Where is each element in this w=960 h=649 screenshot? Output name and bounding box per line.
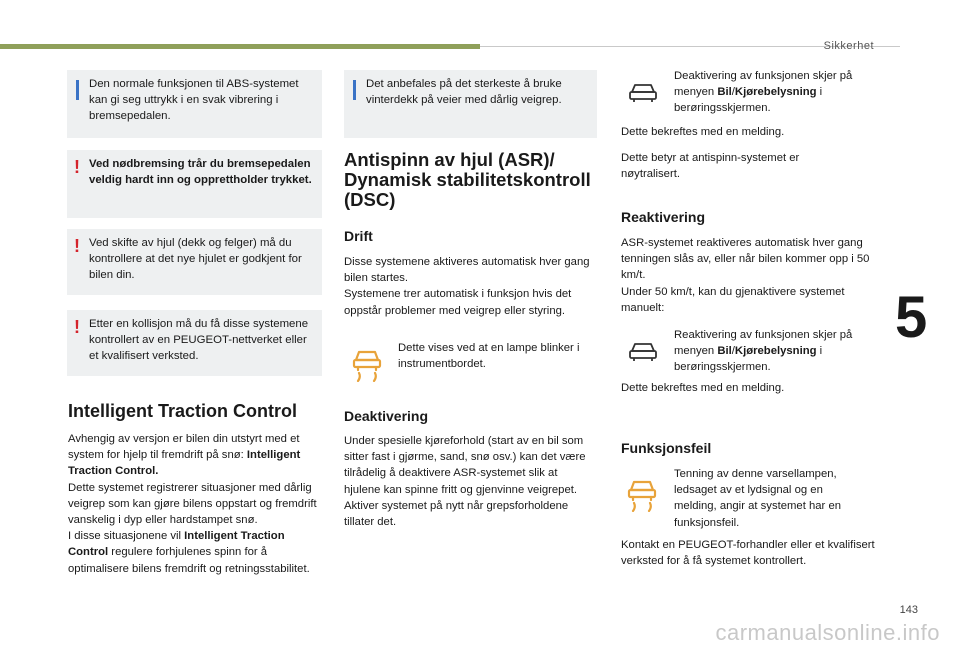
info-box-abs: [67, 70, 322, 138]
reaktivering-heading: Reaktivering: [621, 209, 706, 225]
menu-text: i berøringsskjermen.: [674, 345, 823, 374]
drift-heading: Drift: [344, 228, 373, 244]
itc-text: regulere forhjulenes spinn for å optimalisere bilens fremdrift og retningsstabilitet.: [68, 546, 310, 575]
menu-text: Deaktivering av funksjonen skjer på menyen: [674, 70, 853, 99]
itc-heading: Intelligent Traction Control: [68, 401, 297, 421]
menu-text: Reaktivering av funksjonen skjer på menyen: [674, 329, 853, 358]
deaktivering-paragraph: [344, 433, 596, 530]
info-icon: [76, 80, 79, 100]
asr-heading: Antispinn av hjul (ASR)/ Dynamisk stabilitetskontroll (DSC): [344, 149, 591, 210]
traction-warning-lamp-icon: [625, 476, 659, 512]
info-icon: [353, 80, 356, 100]
deaktivering-text: Aktiver systemet på nytt når grepsforholdene tillater det.: [344, 499, 569, 529]
menu-kjorebelysning: Kjørebelysning: [734, 86, 817, 99]
menu-text: i berøringsskjermen.: [674, 86, 823, 115]
menu-bil: Bil: [717, 345, 732, 358]
menu-separator: /: [731, 345, 735, 358]
itc-paragraph: [68, 431, 326, 577]
confirm-message-2: Dette bekreftes med en melding.: [621, 382, 785, 394]
fault-description: Tenning av denne varsellampen, ledsaget av et lydsignal og en melding, angir at systemet har en funksjonsfeil.: [674, 468, 842, 529]
menu-bil: Bil: [717, 86, 732, 99]
itc-text: Dette systemet registrerer situasjoner med dårlig veigrep som kan gjøre bilens oppstart og fremdrift vanskelig i dyp eller hardstampet snø.: [68, 481, 317, 527]
itc-strong: Intelligent Traction Control.: [68, 449, 301, 478]
reaktivering-text: ASR-systemet reaktiveres automatisk hver gang tenningen slås av, eller når bilen kommer opp i 50 km/t.: [621, 237, 870, 282]
chapter-number: 5: [895, 285, 928, 350]
lamp-description: Dette vises ved at en lampe blinker i instrumentbordet.: [398, 342, 580, 371]
drift-paragraph: [344, 254, 594, 319]
warning-box-collision: [67, 310, 322, 376]
info-text: Det anbefales på det sterkeste å bruke vinterdekk på veier med dårlig veigrep.: [366, 78, 562, 106]
fault-contact: Kontakt en PEUGEOT-forhandler eller et kvalifisert verksted for å få systemet kontrollert.: [621, 539, 875, 568]
drift-text: Systemene trer automatisk i funksjon hvis det oppstår problemer med veigrep eller styring.: [344, 288, 572, 317]
car-menu-icon: [627, 341, 659, 363]
itc-strong: Intelligent Traction Control: [68, 530, 285, 559]
info-box-winter-tyres: [344, 70, 597, 138]
warning-text: Etter en kollisjon må du få disse systemene kontrollert av en PEUGEOT-nettverket eller et kvalifisert verksted.: [89, 318, 309, 362]
warning-text: Ved skifte av hjul (dekk og felger) må du kontrollere at det nye hjulet er godkjent for bilen din.: [89, 237, 302, 281]
warning-icon: !: [74, 157, 80, 177]
section-title: Sikkerhet: [823, 40, 874, 52]
deactivation-menu-text: [674, 68, 854, 117]
menu-kjorebelysning: Kjørebelysning: [734, 345, 817, 358]
reactivation-menu-text: [674, 327, 854, 376]
drift-text: Disse systemene aktiveres automatisk hver gang bilen startes.: [344, 256, 590, 285]
warning-icon: !: [74, 236, 80, 256]
car-menu-icon: [627, 82, 659, 104]
neutral-paragraph: Dette betyr at antispinn-systemet er nøytralisert.: [621, 152, 800, 181]
watermark: carmanualsonline.info: [715, 620, 940, 645]
warning-box-braking: [67, 150, 322, 218]
confirm-message-1: Dette bekreftes med en melding.: [621, 126, 785, 138]
header-accent-bar: [0, 44, 480, 49]
warning-text: Ved nødbremsing trår du bremsepedalen veldig hardt inn og opprettholder trykket.: [89, 158, 312, 186]
warning-icon: !: [74, 317, 80, 337]
deaktivering-text: Under spesielle kjøreforhold (start av en bil som sitter fast i gjørme, sand, snø osv.) kan det være tilrådelig å deaktivere ASR-systemet slik at hjulene kan spinne fritt og gjenvinne veigrepet.: [344, 435, 586, 496]
deaktivering-heading: Deaktivering: [344, 408, 429, 424]
traction-lamp-icon: [350, 346, 384, 382]
reaktivering-paragraph: [621, 235, 876, 316]
warning-box-wheels: [67, 229, 322, 295]
itc-text: I disse situasjonene vil: [68, 530, 185, 543]
funksjonsfeil-heading: Funksjonsfeil: [621, 440, 712, 456]
itc-text: Avhengig av versjon er bilen din utstyrt med et system for hjelp til fremdrift på snø:: [68, 433, 300, 462]
menu-separator: /: [731, 86, 735, 99]
reaktivering-text: Under 50 km/t, kan du gjenaktivere systemet manuelt:: [621, 285, 845, 314]
page-number: 143: [899, 604, 918, 616]
info-text: Den normale funksjonen til ABS-systemet kan gi seg uttrykk i en svak vibrering i bremsepedalen.: [89, 78, 299, 122]
